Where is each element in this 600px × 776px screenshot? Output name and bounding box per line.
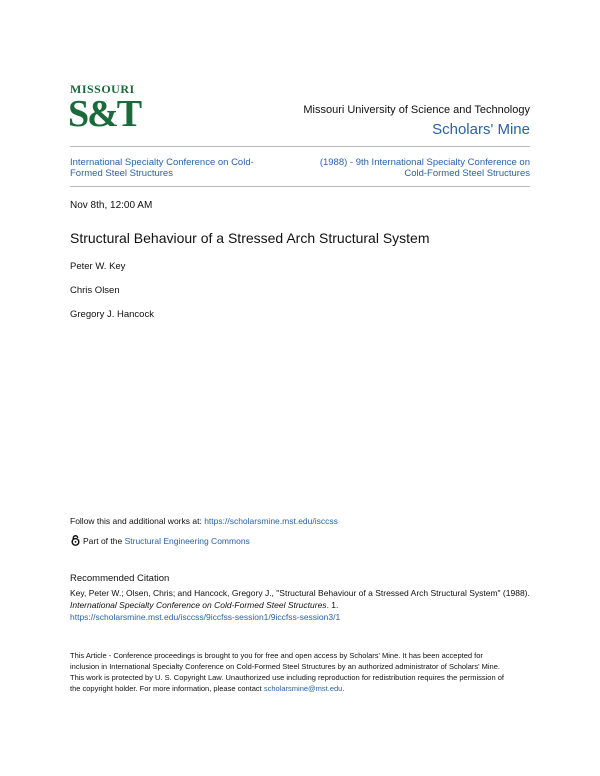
logo-top-text: MISSOURI — [70, 82, 135, 96]
part-of-line — [70, 535, 250, 547]
author-3: Gregory J. Hancock — [70, 309, 154, 320]
citation-end: . 1. — [326, 600, 339, 610]
institution-name: Missouri University of Science and Technology — [303, 104, 530, 116]
collection-divider — [70, 186, 530, 187]
follow-label: Follow this and additional works at: — [70, 516, 205, 526]
collection-link-right[interactable]: (1988) - 9th International Specialty Conference on Cold-Formed Steel Structures — [319, 157, 530, 179]
contact-email-link[interactable]: scholarsmine@mst.edu — [263, 684, 343, 693]
access-notice — [70, 650, 510, 694]
follow-line — [70, 516, 338, 527]
citation-text — [70, 587, 530, 623]
header-divider — [70, 146, 530, 147]
part-of-label: Part of the — [83, 536, 125, 546]
author-1: Peter W. Key — [70, 261, 126, 272]
citation-plain: Key, Peter W.; Olsen, Chris; and Hancock, Gregory J., "Structural Behaviour of a Stressed Arch Structural System" (1988). — [70, 588, 530, 598]
citation-venue: International Specialty Conference on Cold-Formed Steel Structures — [70, 600, 327, 610]
citation-heading: Recommended Citation — [70, 573, 170, 584]
event-date: Nov 8th, 12:00 AM — [70, 200, 153, 211]
author-2: Chris Olsen — [70, 285, 120, 296]
notice-text: This Article - Conference proceedings is brought to you for free and open access by Scholars' Mine. It has been accepted for inclusion in International Specialty Conference on Cold-Formed Steel Structures by an authorized administrator of Scholars' Mine. This work is protected by U. S. Copyright Law. Unauthorized use including reproduction for redistribution requires the permission of the copyright holder. For more information, please contact — [70, 651, 504, 693]
part-of-link[interactable]: Structural Engineering Commons — [124, 536, 250, 546]
follow-link[interactable]: https://scholarsmine.mst.edu/isccss — [204, 516, 338, 526]
notice-end: . — [342, 684, 345, 693]
open-access-icon — [70, 535, 81, 546]
university-logo: S&T — [68, 93, 141, 135]
paper-title: Structural Behaviour of a Stressed Arch Structural System — [70, 230, 430, 246]
citation-link[interactable]: https://scholarsmine.mst.edu/isccss/9iccfss-session1/9iccfss-session3/1 — [70, 612, 341, 622]
repository-name[interactable]: Scholars' Mine — [432, 121, 530, 138]
collection-link-left[interactable]: International Specialty Conference on Cold-Formed Steel Structures — [70, 157, 254, 179]
